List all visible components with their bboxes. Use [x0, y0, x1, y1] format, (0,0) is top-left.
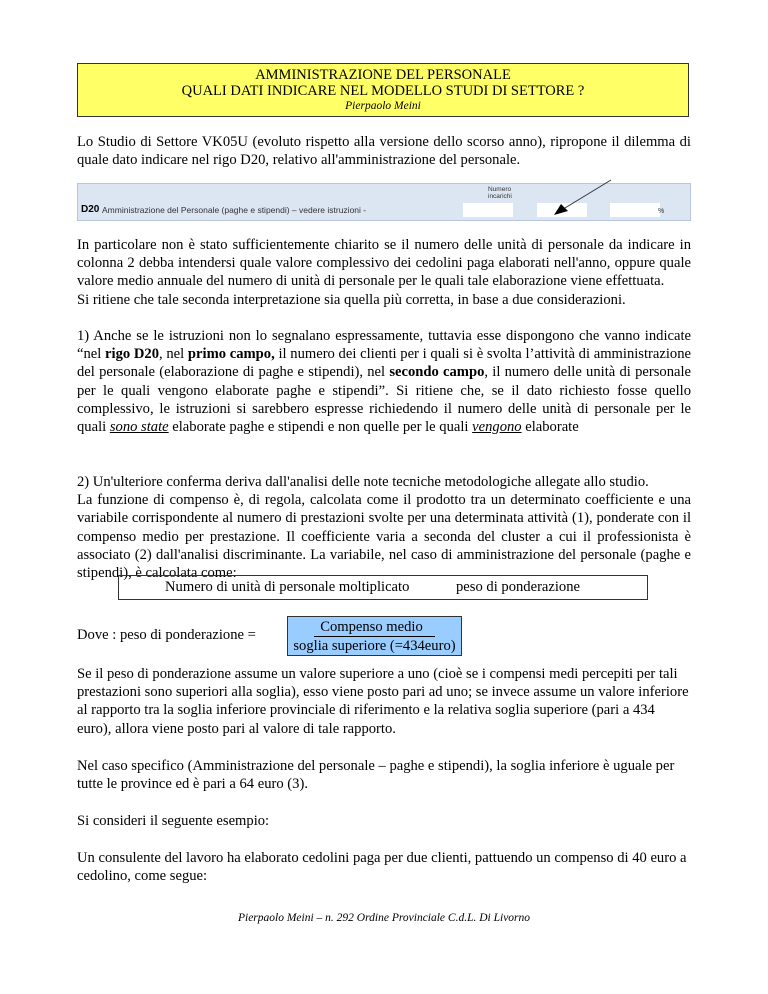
dove-label: Dove : peso di ponderazione =	[77, 627, 256, 643]
paragraph-interpretation-b: Si ritiene che tale seconda interpretazione sia quella più corretta, in base a due considerazioni.	[77, 291, 626, 308]
formula-part-2: peso di ponderazione	[456, 579, 581, 595]
formula-box	[118, 575, 648, 600]
author: Pierpaolo Meini	[345, 100, 421, 112]
fraction-denominator: soglia superiore (=434euro)	[293, 638, 456, 654]
point-1-bold-rigo: rigo D20	[105, 346, 160, 363]
point-1-text: , il numero delle unità di personale per le quali vengono elaborate paghe e stipendi”. Si ritiene che, se il dato richiesto fosse quello complessivo, le istruzioni si sarebbero espresse richiedendo il numero delle unità di personale per le quali	[77, 364, 691, 436]
point-1-underline-vengono: vengono	[472, 419, 522, 436]
paragraph-specific: Nel caso specifico (Amministrazione del personale – paghe e stipendi), la soglia inferiore è uguale per tutte le province ed è pari a 64 euro (3).	[77, 758, 675, 793]
form-cell-1	[463, 203, 513, 217]
point-1-text: elaborate paghe e stipendi e non quelle per le quali	[168, 419, 473, 436]
point-2	[77, 473, 691, 582]
form-strip-d20	[77, 183, 691, 221]
point-1-text: 1) Anche se le istruzioni non lo segnalano espressamente, tuttavia esse dispongono che vanno indicate “nel	[77, 328, 691, 363]
page-footer: Pierpaolo Meini – n. 292 Ordine Provinciale C.d.L. Di Livorno	[237, 912, 531, 924]
point-1-bold-primo: primo campo,	[187, 346, 275, 363]
percent-label: %	[658, 208, 665, 215]
arrow-icon	[548, 178, 618, 218]
formula-part-1: Numero di unità di personale moltiplicato	[165, 579, 410, 595]
paragraph-weight: Se il peso di ponderazione assume un valore superiore a uno (cioè se i compensi medi percepiti per tali prestazioni sono superiori alla soglia), esso viene posto pari ad uno; se invece assume un valore inferiore al rapporto tra la soglia inferiore provinciale di riferimento e la relativa soglia superiore (pari a 434 euro), allora viene posto pari al valore di tale rapporto.	[77, 666, 689, 737]
title-line-2: QUALI DATI INDICARE NEL MODELLO STUDI DI SETTORE ?	[181, 83, 585, 99]
point-2-line-1: 2) Un'ulteriore conferma deriva dall'analisi delle note tecniche metodologiche allegate allo studio.	[77, 474, 649, 490]
paragraph-interpretation	[77, 236, 691, 309]
point-2-body: La funzione di compenso è, di regola, calcolata come il prodotto tra un determinato coefficiente e una variabile corrispondente al numero di prestazioni svolte per una determinata attività (1), ponderate con il compenso medio per prestazione. Il coefficiente varia a seconda del cluster a cui il professionista è associato (2) dall'analisi discriminante. La variabile, nel caso di amministrazione del personale (paghe e stipendi), è calcolata come:	[77, 492, 691, 582]
numero-incarichi-label: Numero incarichi	[488, 186, 512, 200]
point-1	[77, 327, 691, 436]
fraction-box	[287, 616, 462, 656]
point-1-text: elaborate	[521, 419, 579, 436]
paragraph-interpretation-a: In particolare non è stato sufficientemente chiarito se il numero delle unità di personale da indicare in colonna 2 debba intendersi quale valore complessivo dei cedolini paga elaborati nell'anno, oppure quale valore medio annuale del numero di unità di personale per le quali tale elaborazione viene effettuata.	[77, 237, 691, 290]
fraction-numerator: Compenso medio	[314, 618, 435, 637]
title-box	[77, 63, 689, 117]
point-1-bold-secondo: secondo campo	[389, 364, 485, 381]
form-description: Amministrazione del Personale (paghe e stipendi) – vedere istruzioni -	[102, 205, 367, 215]
form-code: D20	[81, 204, 100, 215]
paragraph-example: Si consideri il seguente esempio:	[77, 813, 270, 829]
point-1-text: , nel	[159, 346, 188, 363]
title-line-1: AMMINISTRAZIONE DEL PERSONALE	[255, 67, 511, 83]
point-1-underline-sono-state: sono state	[109, 419, 169, 436]
intro-paragraph: Lo Studio di Settore VK05U (evoluto rispetto alla versione dello scorso anno), ripropone il dilemma di quale dato indicare nel rigo D20, relativo all'amministrazione del personale.	[77, 134, 691, 169]
paragraph-consulente: Un consulente del lavoro ha elaborato cedolini paga per due clienti, pattuendo un compenso di 40 euro a cedolino, come segue:	[77, 850, 687, 885]
point-1-text: il numero dei clienti per i quali si è svolta l’attività di amministrazione del personale (elaborazione di paghe e stipendi), nel	[77, 346, 691, 381]
